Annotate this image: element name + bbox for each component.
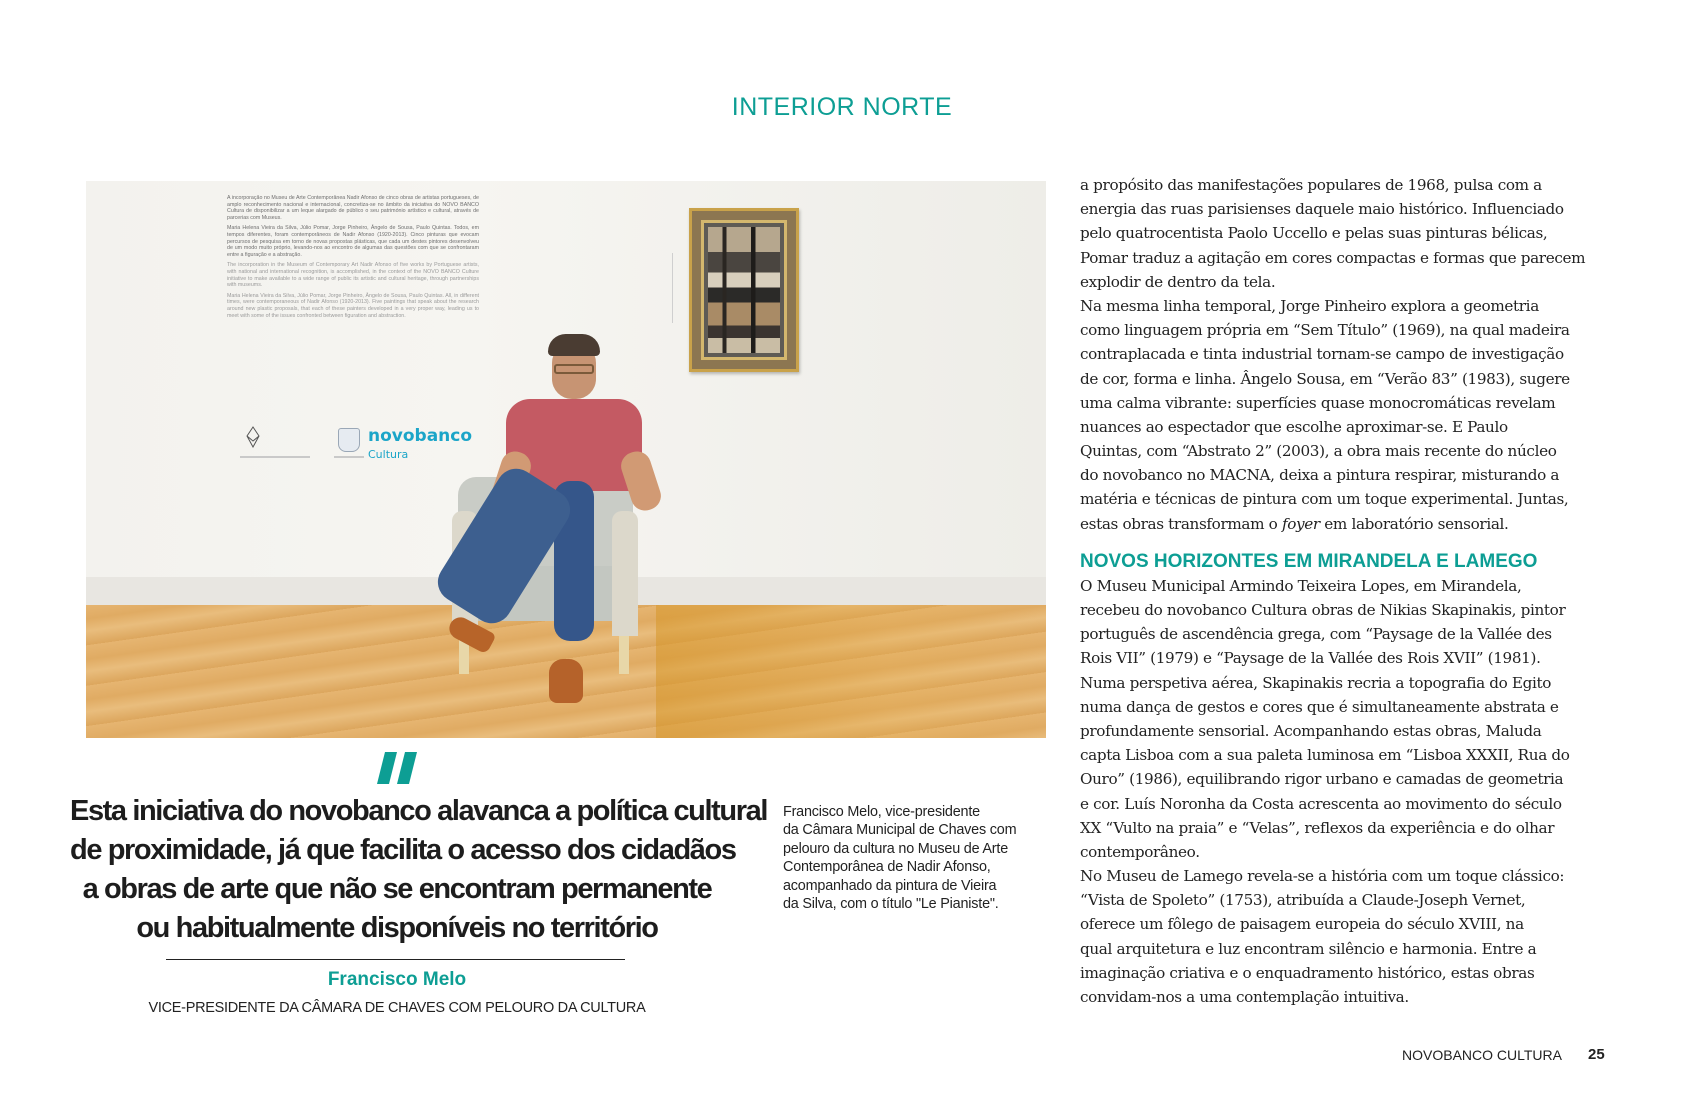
text-line: como linguagem própria em “Sem Título” (1969), na qual madeira — [1080, 321, 1570, 340]
text-line: matéria e técnicas de pintura com um toque experimental. Juntas, — [1080, 490, 1569, 509]
caption-line: da Câmara Municipal de Chaves com — [783, 822, 1017, 839]
text-line — [1080, 512, 1640, 536]
wall-panel-text — [227, 195, 479, 417]
text-line: oferece um fôlego de paisagem europeia do século XVIII, na — [1080, 915, 1524, 934]
novobanco-logo-text: novobanco — [368, 426, 473, 446]
museum-logo-caption — [240, 456, 310, 458]
text-line: Na mesma linha temporal, Jorge Pinheiro explora a geometria — [1080, 296, 1539, 315]
pull-quote — [70, 792, 767, 948]
paragraph-4 — [1080, 864, 1640, 1009]
pull-quote-line: de proximidade, já que facilita o acesso dos cidadãos — [70, 834, 736, 866]
text-line: energia das ruas parisienses daquele maio histórico. Influenciado — [1080, 200, 1564, 219]
person-glasses — [554, 364, 594, 374]
text-run: estas obras transformam o — [1080, 514, 1282, 533]
text-line: capta Lisboa com a sua paleta luminosa em “Lisboa XXXII, Rua do — [1080, 746, 1570, 765]
quote-author-role: VICE-PRESIDENTE DA CÂMARA DE CHAVES COM PELOURO DA CULTURA — [148, 1000, 646, 1016]
footer-page-number: 25 — [1588, 1046, 1605, 1063]
text-line: contraplacada e tinta industrial tornam-se campo de investigação — [1080, 345, 1564, 364]
text-line: profundamente sensorial. Acompanhando estas obras, Maluda — [1080, 721, 1542, 740]
photo-floor-shine — [656, 605, 1046, 738]
text-line: recebeu do novobanco Cultura obras de Nikias Skapinakis, pintor — [1080, 601, 1566, 619]
wall-logos — [246, 426, 506, 466]
paragraph-1 — [1080, 173, 1640, 294]
text-line: Quintas, com “Abstrato 2” (2003), a obra mais recente do núcleo — [1080, 442, 1557, 461]
text-line: “Vista de Spoleto” (1753), atribuída a Claude-Joseph Vernet, — [1080, 891, 1526, 910]
text-line: Numa perspetiva aérea, Skapinakis recria a topografia do Egito — [1080, 673, 1552, 692]
text-line: O Museu Municipal Armindo Teixeira Lopes, em Mirandela, — [1080, 576, 1522, 595]
pull-quote-line: Esta iniciativa do novobanco alavanca a política cultural — [70, 795, 767, 827]
novobanco-logo-subtext: Cultura — [368, 448, 409, 461]
caption-line: Contemporânea de Nadir Afonso, — [783, 859, 991, 876]
text-line: do novobanco no MACNA, deixa a pintura respirar, misturando a — [1080, 466, 1560, 485]
text-line: nuances ao espectador que escolhe aproximar-se. E Paulo — [1080, 417, 1508, 436]
paragraph-2 — [1080, 294, 1640, 536]
caption-line: acompanhado da pintura de Vieira — [783, 877, 997, 894]
photo-caption — [783, 803, 1053, 913]
quote-mark-icon — [377, 752, 417, 784]
text-line: Pomar traduz a agitação em cores compactas e formas que parecem — [1080, 248, 1586, 267]
text-line: Ouro” (1986), equilibrando rigor urbano e camadas de geometria — [1080, 770, 1564, 789]
caption-line: pelouro da cultura no Museu de Arte — [783, 840, 1008, 857]
armchair-arm-right — [612, 511, 638, 636]
section-subheading: NOVOS HORIZONTES EM MIRANDELA E LAMEGO — [1080, 550, 1538, 572]
footer-publication-name: NOVOBANCO CULTURA — [1402, 1047, 1562, 1063]
article-photo — [86, 181, 1046, 738]
wall-text-pt-2: Maria Helena Vieira da Silva, Júlio Pomar, Jorge Pinheiro, Ângelo de Sousa, Paulo Quintas. Todos, em tempos diferentes, foram contemporâneos de Nadir Afonso (1920-2013). Cinco pinturas que evocam percursos de pesquisa em torno de novas propostas plásticas, que cada um destes pintores desenvolveu de um modo muito próprio, levando-nos ao encontro de algumas das questões com que se confrontaram entre a figuração e a abstração. — [227, 225, 479, 258]
wall-text-pt-1: A incorporação no Museu de Arte Contemporânea Nadir Afonso de cinco obras de artistas portugueses, de amplo reconhecimento nacional e internacional, concretiza-se no âmbito da iniciativa do NOVO BANCO Cultura de disponibilizar a um leque alargado de público o seu património artístico e cultural, através de parcerias com Museus. — [227, 195, 479, 221]
person-shoe-right — [549, 659, 583, 703]
text-line: uma calma vibrante: superfícies quase monocromáticas revelam — [1080, 393, 1556, 412]
person-hair — [548, 334, 600, 356]
text-line: Rois VII” (1979) e “Paysage de la Vallée des Rois XVII” (1981). — [1080, 649, 1541, 668]
text-line: convidam-nos a uma contemplação intuitiva. — [1080, 988, 1409, 1006]
text-line: a propósito das manifestações populares de 1968, pulsa com a — [1080, 176, 1542, 194]
wall-text-en-1: The incorporation in the Museum of Contemporary Art Nadir Afonso of five works by Portuguese artists, with national and international recognition, is accomplished, in the context of the NOVO BANCO Culture initiative to make available to a wide range of public its artistic and cultural heritage, through partnerships with museums. — [227, 262, 479, 289]
painting-canvas — [708, 227, 780, 353]
painting-inner-frame — [701, 220, 787, 360]
text-line: contemporâneo. — [1080, 842, 1200, 861]
paragraph-3 — [1080, 574, 1640, 864]
painting-le-pianiste — [689, 208, 799, 372]
text-line: imaginação criativa e o enquadramento histórico, estas obras — [1080, 963, 1535, 982]
municipal-crest-icon — [338, 428, 360, 452]
pull-quote-line: a obras de arte que não se encontram permanente — [82, 873, 712, 905]
text-line: qual arquitetura e luz encontram silêncio e harmonia. Entre a — [1080, 939, 1537, 958]
caption-line: Francisco Melo, vice-presidente — [783, 804, 980, 820]
museum-logo-icon — [246, 426, 260, 448]
section-gap — [1080, 536, 1640, 550]
article-body — [1080, 173, 1640, 1009]
text-line: de cor, forma e linha. Ângelo Sousa, em “Verão 83” (1983), sugere — [1080, 369, 1570, 388]
crest-caption — [334, 456, 364, 458]
text-line: explodir de dentro da tela. — [1080, 272, 1276, 291]
text-run: em laboratório sensorial. — [1319, 514, 1509, 533]
section-title: INTERIOR NORTE — [731, 93, 953, 121]
text-line: numa dança de gestos e cores que é simultaneamente abstrata e — [1080, 697, 1559, 716]
armchair-leg-right — [619, 636, 629, 674]
pull-quote-line: ou habitualmente disponíveis no território — [136, 912, 658, 944]
quote-divider — [166, 959, 625, 960]
text-line: XX “Vulto na praia” e “Velas”, reflexos da experiência e do olhar — [1080, 818, 1555, 837]
caption-line: da Silva, com o título "Le Pianiste". — [783, 895, 999, 912]
text-line: e cor. Luís Noronha da Costa acrescenta ao movimento do século — [1080, 794, 1562, 813]
painting-label — [672, 253, 673, 323]
text-line: português de ascendência grega, com “Paysage de la Vallée des — [1080, 625, 1552, 644]
text-line: No Museu de Lamego revela-se a história com um toque clássico: — [1080, 867, 1565, 886]
italic-word-foyer: foyer — [1281, 514, 1320, 533]
wall-text-en-2: Maria Helena Vieira da Silva, Júlio Pomar, Jorge Pinheiro, Ângelo de Sousa, Paulo Quintas. All, in different times, were contemporaneous of Nadir Afonso (1920-2013). Five paintings that speak about the research around new plastic proposals, that each of these painters developed in a very proper way, leading us to meet with some of the issues confronted between figuration and abstraction. — [227, 292, 479, 319]
text-line: pelo quatrocentista Paolo Uccello e pelas suas pinturas bélicas, — [1080, 224, 1548, 243]
quote-author: Francisco Melo — [327, 969, 467, 990]
